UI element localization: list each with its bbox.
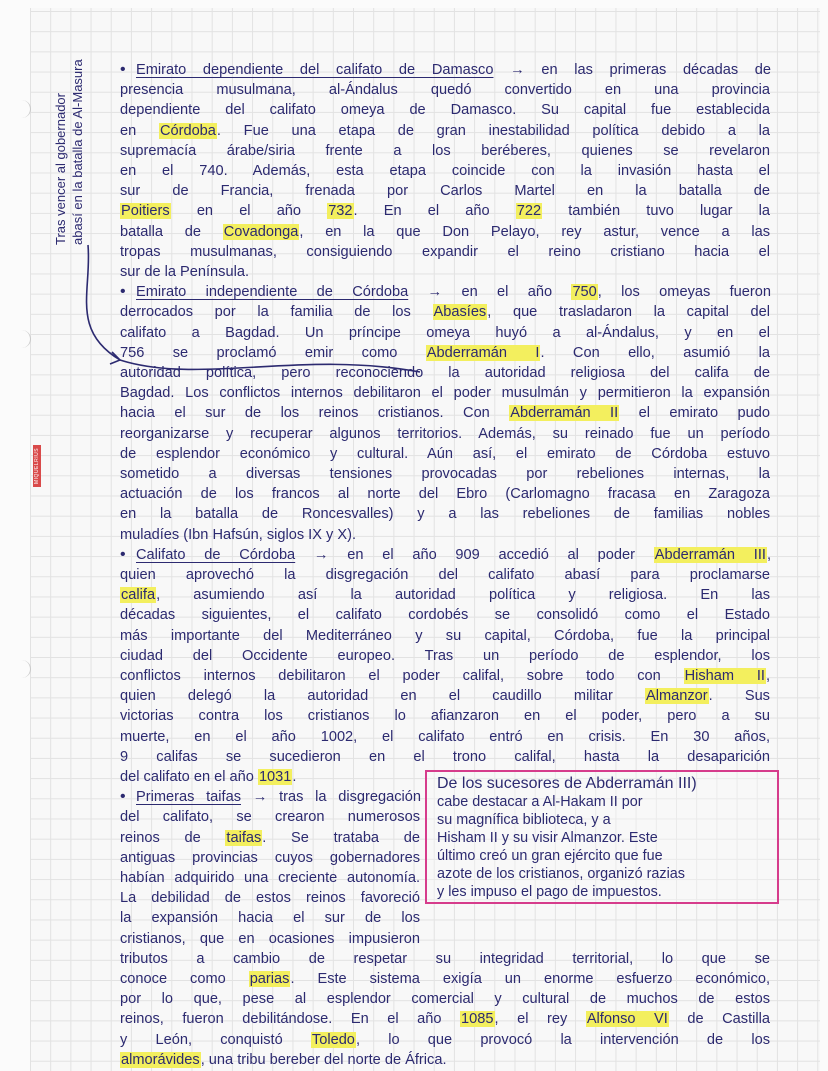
text-segment: hacia el sur de los reinos cristianos. Con [120,405,510,422]
text-segment: en [120,122,159,139]
section-title: Califato de Córdoba [136,546,296,563]
bullet-icon: • [120,545,126,563]
note-line [120,323,770,343]
highlighted-term: 750 [572,284,597,301]
text-segment: muerte, en el año 1002, el califato entró en crisis. En 30 años, [120,728,770,745]
bullet-icon: • [120,283,126,301]
text-segment: . Con ello, asumió la [540,344,770,361]
note-line [120,201,770,221]
text-segment: sometido a diversas tensiones provocadas por rebeliones internas, la [120,466,770,482]
note-line [120,363,770,383]
note-line [120,686,770,706]
note-line [120,403,770,423]
text-segment: 9 califas se sucedieron en el trono califal, hasta la desaparición [120,748,770,765]
note-line [120,565,770,585]
note-line [120,1050,770,1070]
section-title: Emirato independiente de Córdoba [136,284,409,301]
note-line [120,302,770,322]
highlighted-term: taifas [226,829,262,846]
note-line [120,504,770,524]
note-line [120,908,420,928]
text-segment: califato a Bagdad. Un príncipe omeya huyó a al-Ándalus, y en el [120,324,770,341]
note-line [120,868,420,888]
note-line [120,706,770,726]
side-note-line: azote de los cristianos, organizó razias [437,866,685,882]
text-segment: conflictos internos debilitaron el poder califal, sobre todo con [120,668,684,684]
text-segment: también tuvo lugar la [542,203,770,220]
note-line [120,989,770,1009]
text-segment: , [766,546,771,563]
highlighted-term: Abderramán I [426,344,540,361]
text-segment: victorias contra los cristianos lo afianzaron en el poder, pero a su [120,708,770,725]
text-segment: reinos, fueron debilitándose. En el año [120,1011,461,1028]
note-line [120,969,770,989]
note-line [120,100,770,120]
note-line [120,727,770,747]
highlighted-term: Abasíes [433,304,487,321]
text-segment: , el rey [494,1011,586,1028]
section-heading-line [120,60,771,80]
side-note-line: De los sucesores de Abderramán III) [437,775,697,792]
text-segment: . [292,769,297,785]
text-segment: batalla de [120,223,223,240]
note-line [120,848,420,868]
side-note-line: y les impuso el pago de impuestos. [437,884,662,900]
text-segment: de Castilla [668,1011,770,1028]
note-line [120,585,770,605]
text-segment: del califato, se crearon numerosos [120,809,420,826]
note-line [120,929,420,949]
text-segment: reorganizarse y recuperar algunos territorios. Además, su reinado fue un período [120,425,770,442]
text-segment: y León, conquistó [120,1031,311,1048]
text-segment: . Se trataba de [262,829,420,846]
text-segment: muladíes (Ibn Hafsún, siglos IX y X). [120,526,357,543]
text-segment: → tras la disgregación [241,789,421,806]
highlighted-term: Covadonga [223,223,299,240]
note-line [120,464,770,484]
note-line [120,1030,770,1050]
note-line [120,666,770,686]
text-segment: en el 740. Además, esta etapa coincide con la invasión hasta el [120,163,770,179]
text-segment: autoridad política, pero reconociendo la autoridad religiosa del califa de [120,365,770,381]
highlighted-term: Hisham II [684,668,765,684]
section-heading-line [120,787,421,807]
note-line [120,626,770,646]
text-segment: de esplendor económico y cultural. Aún así, el emirato de Córdoba estuvo [120,445,770,462]
text-segment: → en el año 909 accedió al poder [295,546,654,563]
text-segment: la expansión hacia el sur de los [120,910,420,927]
margin-note-line: Tras vencer al gobernador [53,93,68,245]
highlighted-term: Córdoba [159,122,216,139]
text-segment: sur de la Península. [120,264,249,280]
section-heading-line [120,282,771,302]
note-line [120,767,420,787]
text-segment: supremacía árabe/siria frente a los beréberes, quienes se revelaron [120,142,770,159]
side-note-line: último creó un gran ejército que fue [437,848,663,864]
note-line [120,121,770,141]
text-segment: en el año [170,203,328,220]
highlighted-term: califa [121,587,156,604]
text-segment: en la batalla de Roncesvalles) y a las rebeliones de familias nobles [120,506,770,523]
text-segment: . Fue una etapa de gran inestabilidad política debido a la [216,122,771,139]
highlighted-term: 732 [328,203,353,220]
bullet-icon: • [120,61,126,78]
text-segment: habían adquirido una creciente autonomía. [120,870,420,886]
text-segment: , una tribu bereber del norte de África. [200,1051,447,1068]
side-note-line: Hisham II y su visir Almanzor. Este [437,830,658,846]
text-segment: el emirato pudo [619,405,770,422]
text-segment: ciudad del Occidente europeo. Tras un período de esplendor, los [120,647,770,664]
text-segment: actuación de los francos al norte del Ebro (Carlomagno fracasa en Zaragoza [120,486,770,503]
text-segment: sur de Francia, frenada por Carlos Martel en la batalla de [120,183,770,200]
highlighted-term: almorávides [121,1051,200,1068]
note-line [120,383,770,403]
text-segment: 756 se proclamó emir como [120,344,426,361]
note-line [120,828,420,848]
text-segment: , lo que provocó la intervención de los [355,1031,770,1048]
highlighted-term: 1031 [258,769,292,785]
text-segment: del califato en el año [120,769,258,785]
text-segment: derrocados por la familia de los [120,304,433,321]
text-segment: más importante del Mediterráneo y su capital, Córdoba, fue la principal [120,627,770,644]
text-segment: antiguas provincias cuyos gobernadores [120,849,420,866]
note-line [120,80,770,100]
note-line [120,161,770,181]
text-segment: , que trasladaron la capital del [487,304,770,321]
note-line [120,141,770,161]
note-line [120,262,770,282]
text-segment: Bagdad. Los conflictos internos debilitaron el poder musulmán y permitieron la expansión [120,385,770,402]
note-line [120,1009,770,1029]
note-line [120,222,770,242]
section-title: Emirato dependiente del califato de Damasco [136,62,494,78]
text-segment: , [765,668,770,684]
text-segment: , asumiendo así la autoridad política y religiosa. En las [156,587,770,604]
text-segment: cristianos, que en ocasiones impusieron [120,930,420,947]
note-line [120,484,770,504]
side-note-line: su magnífica biblioteca, y a [437,812,611,828]
note-line [120,888,420,908]
side-note-box [425,770,779,904]
text-segment: . En el año [353,203,516,220]
text-segment: dependiente del califato omeya de Damasco. Su capital fue establecida [120,102,770,119]
highlighted-term: Abderramán II [510,405,619,422]
text-segment: → en las primeras décadas de [493,62,771,78]
text-segment: quien delegó la autoridad en el caudillo militar [120,688,645,705]
text-segment: tropas musulmanas, consiguiendo expandir el reino cristiano hacia el [120,243,770,260]
text-segment: tributos a cambio de respetar su integridad territorial, lo que se [120,950,770,967]
highlighted-term: Alfonso VI [586,1011,668,1028]
highlighted-term: Almanzor [645,688,708,705]
margin-note-line: abasí en la batalla de Al-Masura [70,59,85,245]
note-line [120,525,770,545]
text-segment: , en la que Don Pelayo, rey astur, vence a las [299,223,770,240]
section-title: Primeras taifas [136,789,241,806]
text-segment: , los omeyas fueron [597,284,771,301]
note-line [120,444,770,464]
highlighted-term: Toledo [311,1031,355,1048]
text-segment: por lo que, pese al esplendor comercial y cultural de muchos de estos [120,991,770,1008]
text-segment: reinos de [120,829,226,846]
highlighted-term: Abderramán III [654,546,766,563]
note-line [120,807,420,827]
note-line [120,424,770,444]
text-segment: presencia musulmana, al-Ándalus quedó convertido en una provincia [120,82,770,99]
note-line [120,949,770,969]
note-line [120,242,770,262]
text-segment: . Sus [708,688,770,705]
highlighted-term: 1085 [461,1011,494,1028]
highlighted-term: parias [249,971,290,987]
highlighted-term: Poitiers [121,203,170,220]
text-segment: quien aprovechó la disgregación del califato abasí para proclamarse [120,567,770,583]
note-line [120,646,770,666]
highlighted-term: 722 [516,203,542,220]
note-line [120,343,770,363]
side-note-line: cabe destacar a Al-Hakam II por [437,794,643,810]
text-segment: conoce como [120,971,249,987]
note-line [120,747,770,767]
text-segment: décadas siguientes, el califato cordobés se consolidó como el Estado [120,607,770,624]
text-segment: . Este sistema exigía un enorme esfuerzo económico, [290,971,770,987]
note-line [120,605,770,625]
section-heading-line [120,545,771,565]
note-line [120,181,770,201]
text-segment: La debilidad de estos reinos favoreció [120,890,420,907]
text-segment: → en el año [408,284,572,301]
brand-logo: MIQUELRIUS [33,445,41,487]
bullet-icon: • [120,788,126,806]
